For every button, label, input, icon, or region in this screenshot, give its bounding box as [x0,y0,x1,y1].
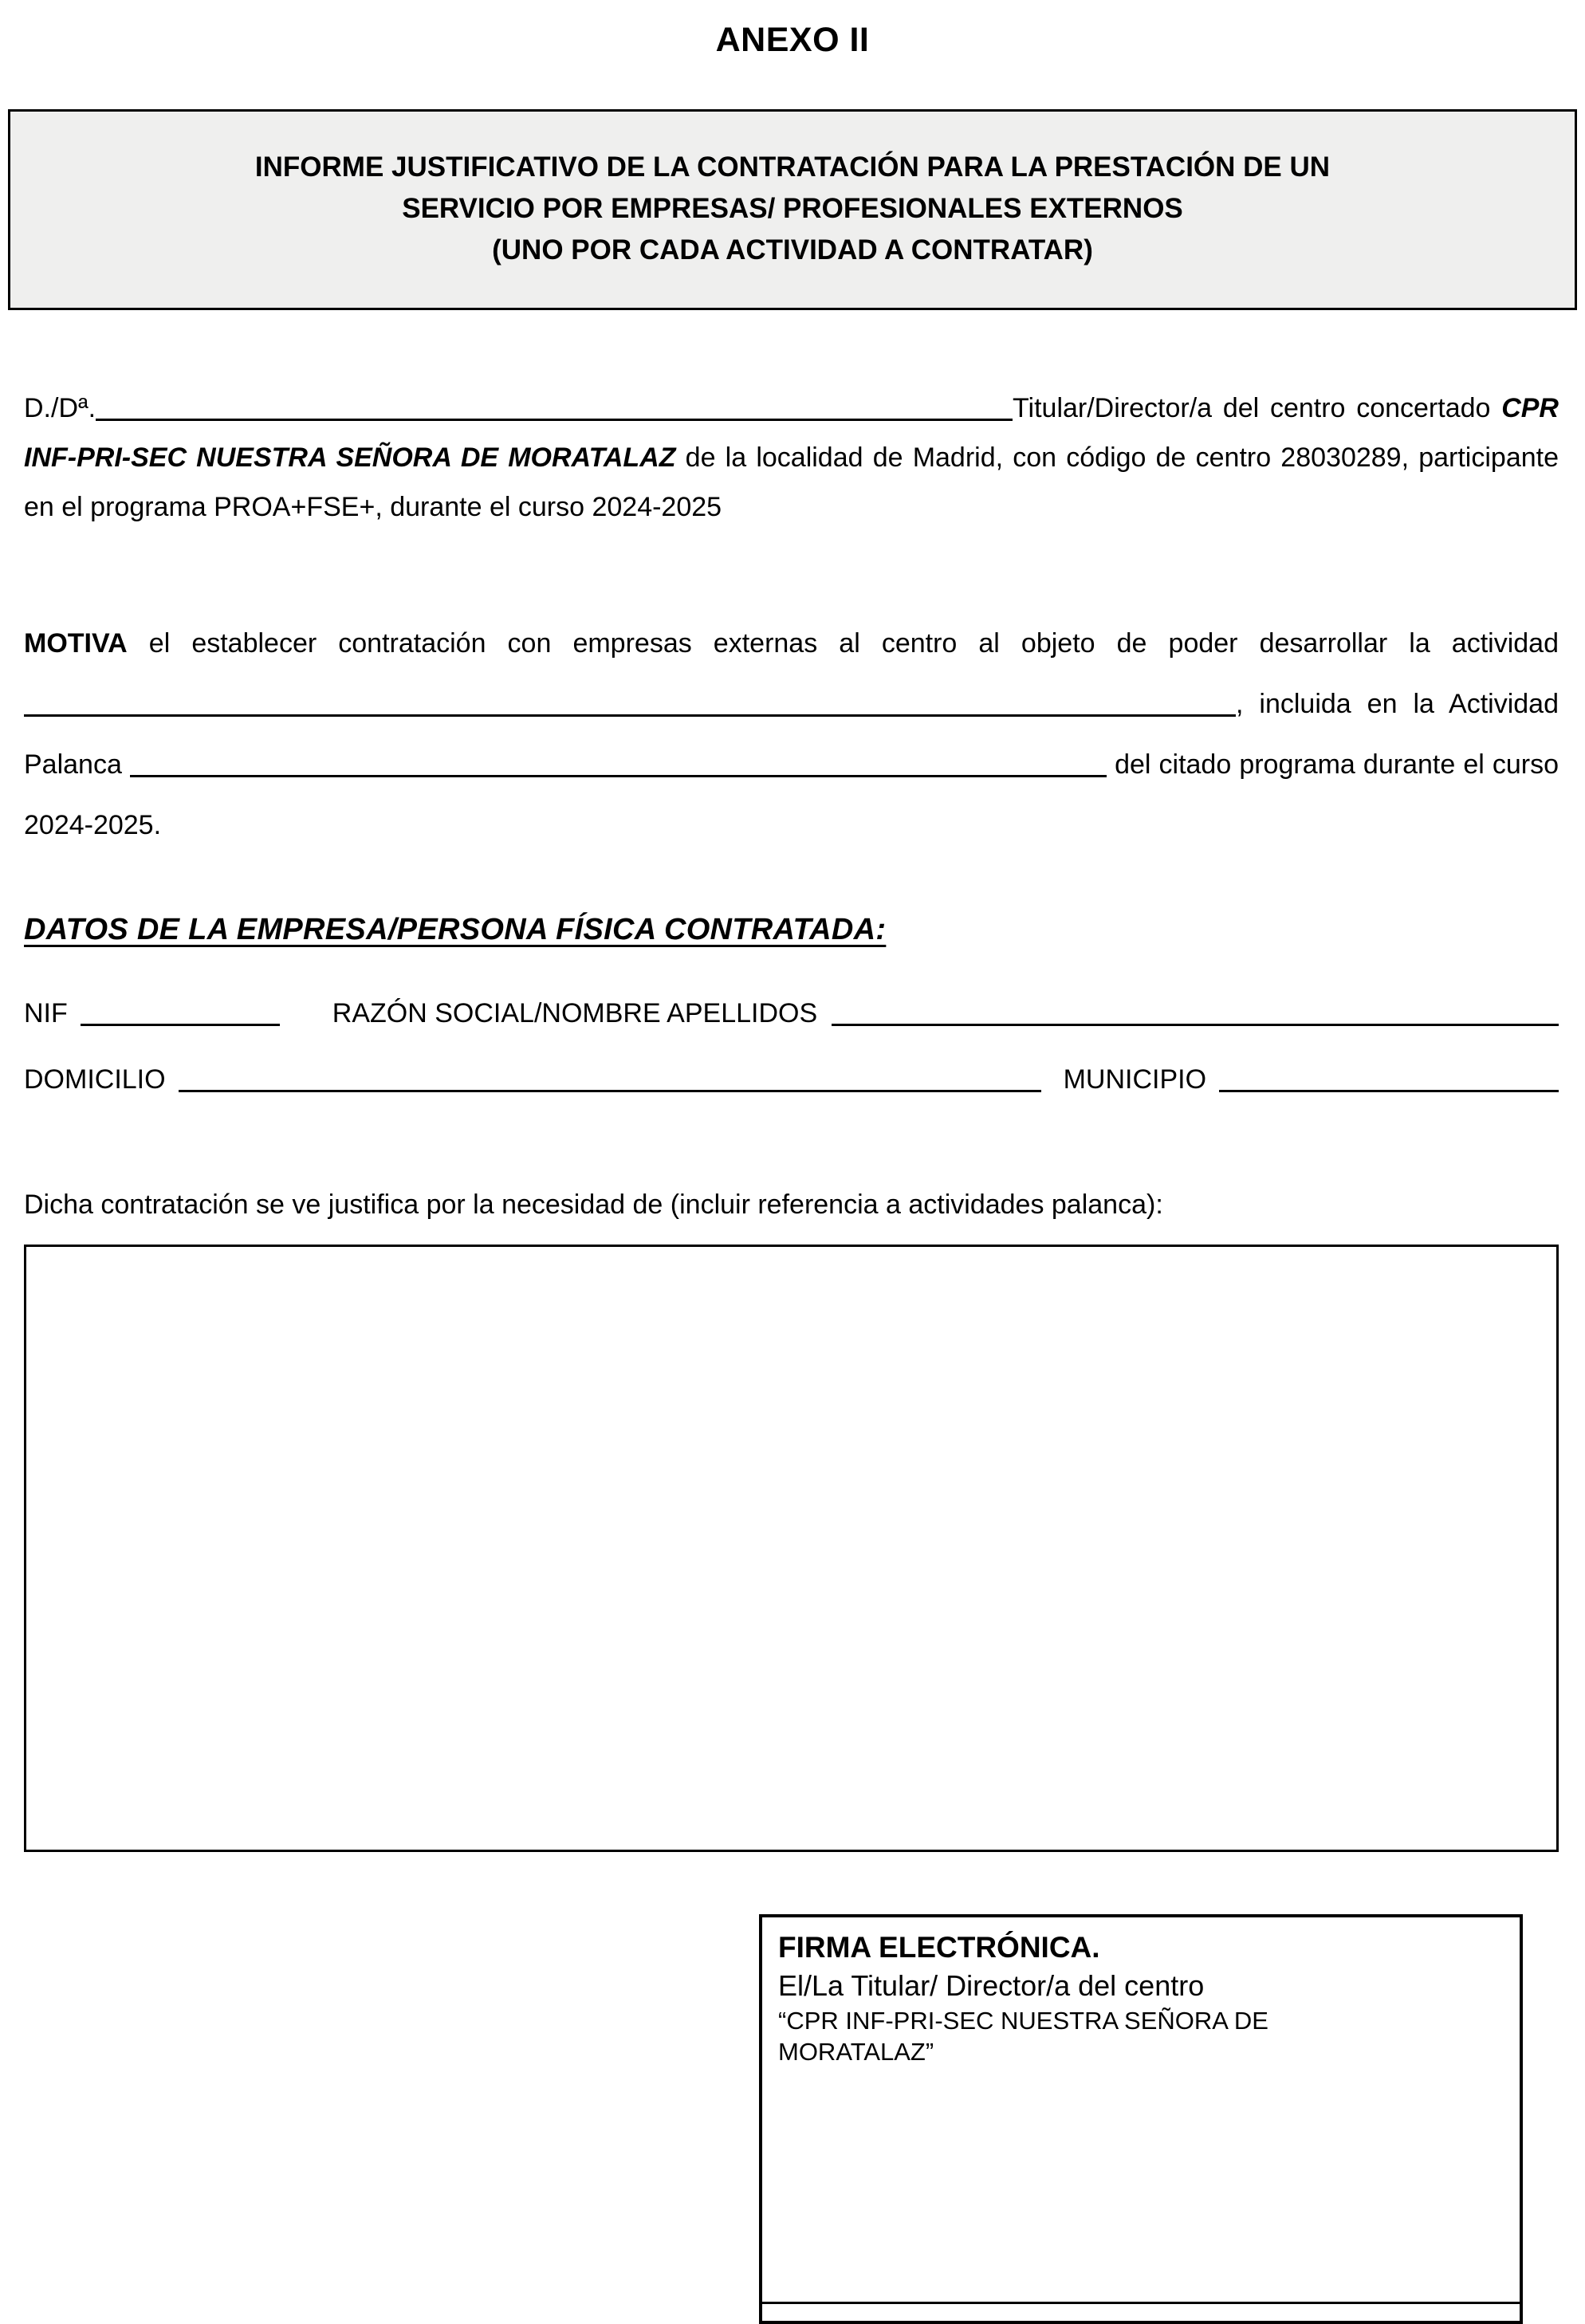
signature-text [762,1917,1520,2067]
domicilio-blank-line [179,1090,1041,1092]
motiva-part1: el establecer contratación con empresas externas al centro al objeto de poder desarrollar la actividad [148,628,1559,659]
signature-title: FIRMA ELECTRÓNICA. [778,1931,1100,1964]
activity-blank-line [24,714,1236,717]
nif-razon-row [24,998,1559,1029]
header-box-line: INFORME JUSTIFICATIVO DE LA CONTRATACIÓN PARA LA PRESTACIÓN DE UN [254,151,1331,183]
domicilio-municipio-row [24,1064,1559,1095]
intro-prefix: D./Dª. [24,393,96,423]
palanca-blank-line [130,775,1107,777]
motiva-keyword: MOTIVA [24,628,128,659]
intro-paragraph [24,383,1559,532]
nif-label: NIF [24,998,68,1028]
signature-subtitle: El/La Titular/ Director/a del centro [778,1969,1205,2002]
header-box-line: SERVICIO POR EMPRESAS/ PROFESIONALES EXTERNOS [402,193,1183,224]
domicilio-label: DOMICILIO [24,1064,166,1095]
signature-box [759,1914,1523,2324]
signature-footer-row [762,2302,1520,2321]
document-content [24,383,1559,2324]
signature-empty-area [762,2067,1520,2302]
signature-center-name-line2: MORATALAZ” [778,2038,934,2066]
municipio-label: MUNICIPIO [1063,1064,1207,1095]
razon-social-label: RAZÓN SOCIAL/NOMBRE APELLIDOS [332,998,818,1028]
company-data-heading: DATOS DE LA EMPRESA/PERSONA FÍSICA CONTRATADA: [24,913,887,946]
school-name: CPR INF-PRI-SEC NUESTRA SEÑORA DE MORATALAZ [24,393,1559,473]
nif-blank-line [81,1024,280,1026]
municipio-blank-line [1219,1090,1559,1092]
name-blank-line [96,419,1013,421]
signature-center-name-line1: “CPR INF-PRI-SEC NUESTRA SEÑORA DE [778,2007,1268,2035]
intro-after-blank: Titular/Director/a del centro concertado [1013,393,1491,423]
justification-intro: Dicha contratación se ve justifica por la necesidad de (incluir referencia a actividades palanca): [24,1190,1163,1220]
intro-rest: de la localidad de Madrid, con código de centro 28030289, participante en el programa PROA+FSE+, durante el curso 2024-2025 [24,442,1559,522]
motiva-paragraph [24,613,1559,855]
motiva-part2: , incluida en la Actividad Palanca [24,689,1559,780]
document-page [0,21,1585,2310]
header-box-line: (UNO POR CADA ACTIVIDAD A CONTRATAR) [492,234,1093,265]
justification-box [24,1245,1559,1852]
header-box [8,109,1577,310]
motiva-part3: del citado programa durante el curso 2024-2025. [24,749,1559,840]
razon-social-blank-line [832,1024,1559,1026]
document-title: ANEXO II [715,21,870,59]
